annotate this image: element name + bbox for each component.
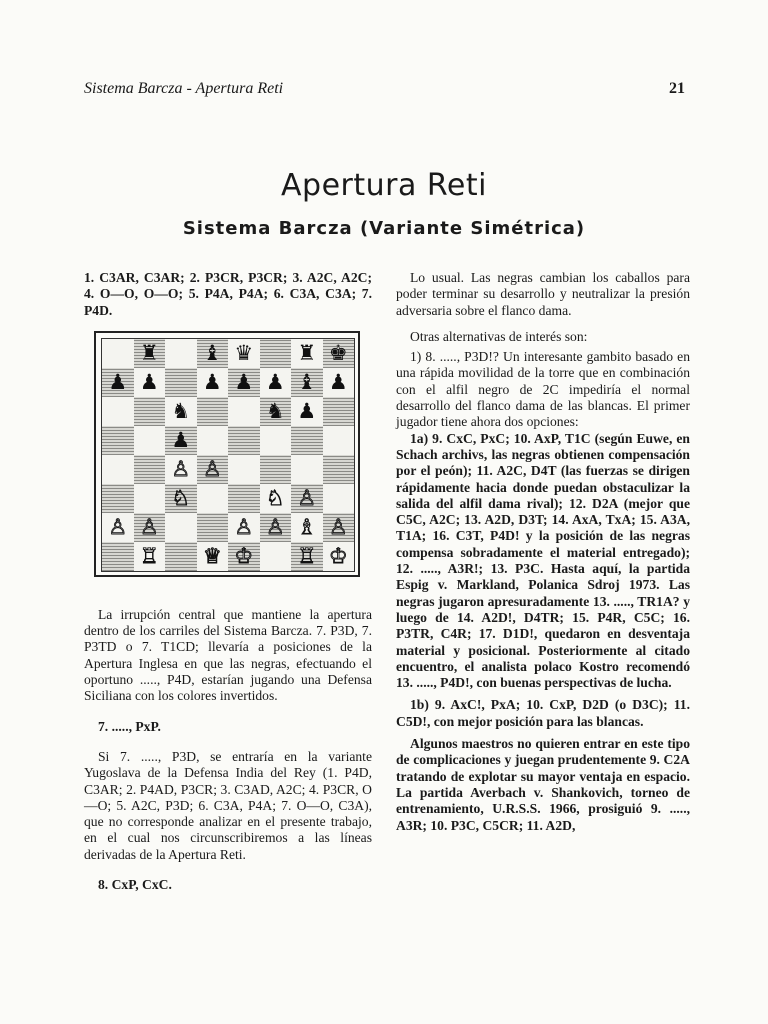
- board-square: [134, 339, 166, 368]
- board-square: [323, 339, 355, 368]
- board-square: [228, 339, 260, 368]
- board-square: [165, 542, 197, 571]
- board-square: [260, 513, 292, 542]
- board-square: [197, 339, 229, 368]
- board-square: [134, 426, 166, 455]
- chess-piece-icon: ♔: [328, 543, 348, 568]
- board-square: [165, 397, 197, 426]
- board-square: [134, 368, 166, 397]
- chess-piece-icon: ♟: [234, 369, 254, 394]
- move-7: 7. ....., PxP.: [98, 718, 161, 734]
- board-square: [323, 368, 355, 397]
- board-square: [197, 513, 229, 542]
- board-square: [102, 513, 134, 542]
- board-square: [102, 339, 134, 368]
- chess-piece-icon: ♚: [328, 340, 348, 365]
- board-square: [260, 397, 292, 426]
- board-square: [291, 426, 323, 455]
- chess-piece-icon: ♙: [171, 456, 191, 481]
- chess-piece-icon: ♙: [328, 514, 348, 539]
- paragraph-alternativas: Otras alternativas de interés son:: [410, 328, 588, 344]
- board-square: [102, 368, 134, 397]
- board-square: [323, 397, 355, 426]
- opening-moves: 1. C3AR, C3AR; 2. P3CR, P3CR; 3. A2C, A2C; 4. O—O, O—O; 5. P4A, P4A; 6. C3A, C3A; 7. P4D.: [84, 270, 372, 318]
- page-number: 21: [669, 80, 685, 97]
- board-square: [165, 484, 197, 513]
- board-square: [102, 455, 134, 484]
- right-column: [396, 270, 690, 834]
- chess-piece-icon: ♟: [171, 427, 191, 452]
- board-square: [197, 455, 229, 484]
- chess-piece-icon: ♞: [171, 398, 191, 423]
- board-square: [102, 397, 134, 426]
- chess-piece-icon: ♙: [139, 514, 159, 539]
- chess-piece-icon: ♟: [139, 369, 159, 394]
- chess-piece-icon: ♙: [202, 456, 222, 481]
- chess-piece-icon: ♜: [139, 340, 159, 365]
- board-square: [228, 368, 260, 397]
- board-square: [134, 513, 166, 542]
- board-square: [323, 542, 355, 571]
- board-square: [165, 426, 197, 455]
- board-square: [197, 368, 229, 397]
- board-square: [228, 542, 260, 571]
- chess-board: [101, 338, 355, 572]
- board-square: [102, 484, 134, 513]
- board-square: [291, 484, 323, 513]
- chess-piece-icon: ♟: [202, 369, 222, 394]
- chess-piece-icon: ♞: [265, 398, 285, 423]
- board-square: [260, 484, 292, 513]
- chess-piece-icon: ♘: [171, 485, 191, 510]
- chapter-subtitle: Sistema Barcza (Variante Simétrica): [182, 218, 586, 239]
- board-square: [260, 426, 292, 455]
- board-square: [165, 339, 197, 368]
- chess-piece-icon: ♖: [297, 543, 317, 568]
- chess-piece-icon: ♙: [297, 485, 317, 510]
- board-square: [291, 368, 323, 397]
- board-square: [260, 368, 292, 397]
- board-square: [291, 513, 323, 542]
- chess-piece-icon: ♛: [234, 340, 254, 365]
- paragraph-1a: 1a) 9. CxC, PxC; 10. AxP, T1C (según Euwe, en Schach archivs, las negras obtienen compensación por el peón); 11. A2C, D4T (las fuerzas se dirigen rápidamente hacia donde puedan obstaculizar la salida del alfil dama rival); 12. D2A (mejor que C5C, A2C; 13. A2D, D3T; 14. AxA, TxA; 15. A3A, T1A; 16. C3T, P4D! y la posición de las negras compensa sobradamente el material entregado); 12. ....., A3R!; 13. P3C. Hasta aquí, la partida Espig v. Markland, Polanica Sdroj 1973. Las negras jugaron apresuradamente 13. ....., TR1A? y luego de 14. A2D!, D4TR; 15. P4R, C5C; 16. P3TR, C4R; 17. D1D!, quedaron en desventaja material y posicional. Posteriormente al citado encuentro, el analista polaco Kostro recomendó 13. ....., P4D!, con buenas perspectivas de lucha.: [396, 430, 690, 691]
- paragraph-maestros: Algunos maestros no quieren entrar en este tipo de complicaciones y juegan prudentemente 9. C2A tratando de explotar su mayor ventaja en espacio. La partida Averbach v. Shankovich, torneo de entrenamiento, U.R.S.S. 1966, prosiguió 9. ....., A3R; 10. P3C, C5CR; 11. A2D,: [396, 736, 690, 833]
- board-square: [165, 368, 197, 397]
- board-square: [260, 339, 292, 368]
- paragraph-irrupcion: La irrupción central que mantiene la apertura dentro de los carriles del Sistema Barcza. 7. P3D, 7. P3TD o 7. T1CD; llevaría a posiciones de la Apertura Inglesa en que las negras, efectuando el oportuno ....., P4D, estarían jugando una Defensa Siciliana con los colores invertidos.: [84, 606, 372, 704]
- board-square: [228, 513, 260, 542]
- board-square: [291, 397, 323, 426]
- chess-piece-icon: ♝: [297, 369, 317, 394]
- board-square: [134, 484, 166, 513]
- board-square: [165, 513, 197, 542]
- left-column: [84, 270, 372, 893]
- paragraph-1b: 1b) 9. AxC!, PxA; 10. CxP, D2D (o D3C); 11. C5D!, con mejor posición para las blancas.: [396, 697, 690, 729]
- board-square: [134, 542, 166, 571]
- board-square: [291, 339, 323, 368]
- paragraph-gambito: 1) 8. ....., P3D!? Un interesante gambito basado en una rápida movilidad de la torre que en combinación con el alfil negro de 2C impediría el normal desarrollo del flanco dama de las blancas. El primer jugador tiene ahora dos opciones:: [396, 349, 690, 430]
- chess-piece-icon: ♙: [234, 514, 254, 539]
- chess-piece-icon: ♔: [234, 543, 254, 568]
- chess-piece-icon: ♙: [108, 514, 128, 539]
- chess-piece-icon: ♕: [202, 543, 222, 568]
- board-square: [260, 455, 292, 484]
- board-square: [323, 484, 355, 513]
- chess-piece-icon: ♟: [297, 398, 317, 423]
- board-square: [323, 426, 355, 455]
- chess-piece-icon: ♝: [202, 340, 222, 365]
- chess-piece-icon: ♟: [328, 369, 348, 394]
- board-square: [165, 455, 197, 484]
- board-square: [228, 484, 260, 513]
- board-square: [323, 455, 355, 484]
- chess-piece-icon: ♖: [139, 543, 159, 568]
- board-square: [323, 513, 355, 542]
- board-square: [197, 397, 229, 426]
- board-square: [291, 542, 323, 571]
- chess-piece-icon: ♙: [265, 514, 285, 539]
- running-head: Sistema Barcza - Apertura Reti: [84, 80, 284, 97]
- chess-piece-icon: ♟: [108, 369, 128, 394]
- board-square: [102, 426, 134, 455]
- paragraph-yugoslava: Si 7. ....., P3D, se entraría en la variante Yugoslava de la Defensa India del Rey (1. P4D, C3AR; 2. P4AD, P3CR; 3. C3AD, A2C; 4. P3CR, O—O; 5. A2C, P3D; 6. C3A, P4A; 7. O—O, C3A), que no corresponde analizar en el presente trabajo, en el cual nos circunscribiremos a las líneas derivadas de la Apertura Reti.: [84, 748, 372, 862]
- board-square: [228, 426, 260, 455]
- board-square: [197, 426, 229, 455]
- paragraph-lo-usual: Lo usual. Las negras cambian los caballos para poder terminar su desarrollo y neutralizar la presión adversaria sobre el flanco dama.: [396, 270, 690, 318]
- board-square: [228, 397, 260, 426]
- board-square: [102, 542, 134, 571]
- chess-piece-icon: ♜: [297, 340, 317, 365]
- board-square: [197, 484, 229, 513]
- move-8: 8. CxP, CxC.: [98, 877, 172, 893]
- chess-piece-icon: ♗: [297, 514, 317, 539]
- chess-diagram: [94, 331, 360, 577]
- board-square: [197, 542, 229, 571]
- board-square: [134, 455, 166, 484]
- board-square: [228, 455, 260, 484]
- board-square: [260, 542, 292, 571]
- chess-piece-icon: ♘: [265, 485, 285, 510]
- chess-piece-icon: ♟: [265, 369, 285, 394]
- board-square: [291, 455, 323, 484]
- chapter-title: Apertura Reti: [281, 168, 487, 203]
- board-square: [134, 397, 166, 426]
